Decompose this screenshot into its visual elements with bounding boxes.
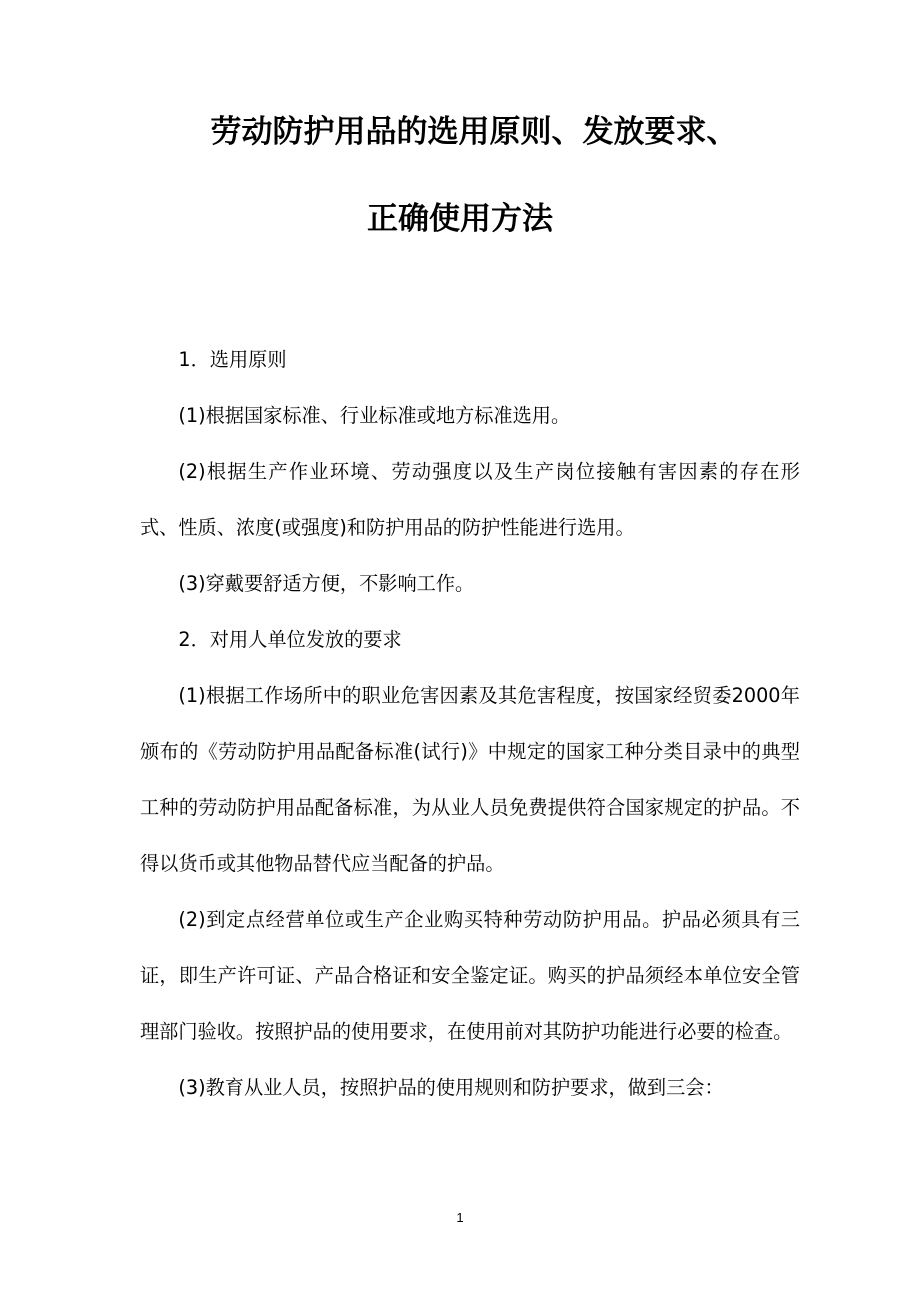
paragraph-principle-1: (1)根据国家标准、行业标准或地方标准选用。: [178, 404, 571, 427]
document-title-line-2: 正确使用方法: [367, 201, 553, 237]
document-title-line-1: 劳动防护用品的选用原则、发放要求、: [210, 114, 738, 150]
paragraph-requirement-1: (1)根据工作场所中的职业危害因素及其危害程度，按国家经贸委2000年颁布的《劳动防护用品配备标准(试行)》中规定的国家工种分类目录中的典型工种的劳动防护用品配备标准，为从业人员免费提供符合国家规定的护品。不得以货币或其他物品替代应当配备的护品。: [140, 684, 800, 875]
paragraph-requirement-2: (2)到定点经营单位或生产企业购买特种劳动防护用品。护品必须具有三证，即生产许可证、产品合格证和安全鉴定证。购买的护品须经本单位安全管理部门验收。按照护品的使用要求，在使用前对其防护功能进行必要的检查。: [140, 908, 800, 1043]
paragraph-principle-2: (2)根据生产作业环境、劳动强度以及生产岗位接触有害因素的存在形式、性质、浓度(或强度)和防护用品的防护性能进行选用。: [140, 460, 800, 539]
section-heading-distribution-requirements: 2．对用人单位发放的要求: [178, 628, 402, 651]
paragraph-principle-3: (3)穿戴要舒适方便，不影响工作。: [178, 572, 475, 595]
section-heading-selection-principles: 1．选用原则: [178, 348, 287, 371]
document-body: [140, 332, 800, 1116]
page-number: 1: [456, 1210, 464, 1225]
paragraph-requirement-3: (3)教育从业人员，按照护品的使用规则和防护要求，做到三会：: [178, 1076, 724, 1099]
